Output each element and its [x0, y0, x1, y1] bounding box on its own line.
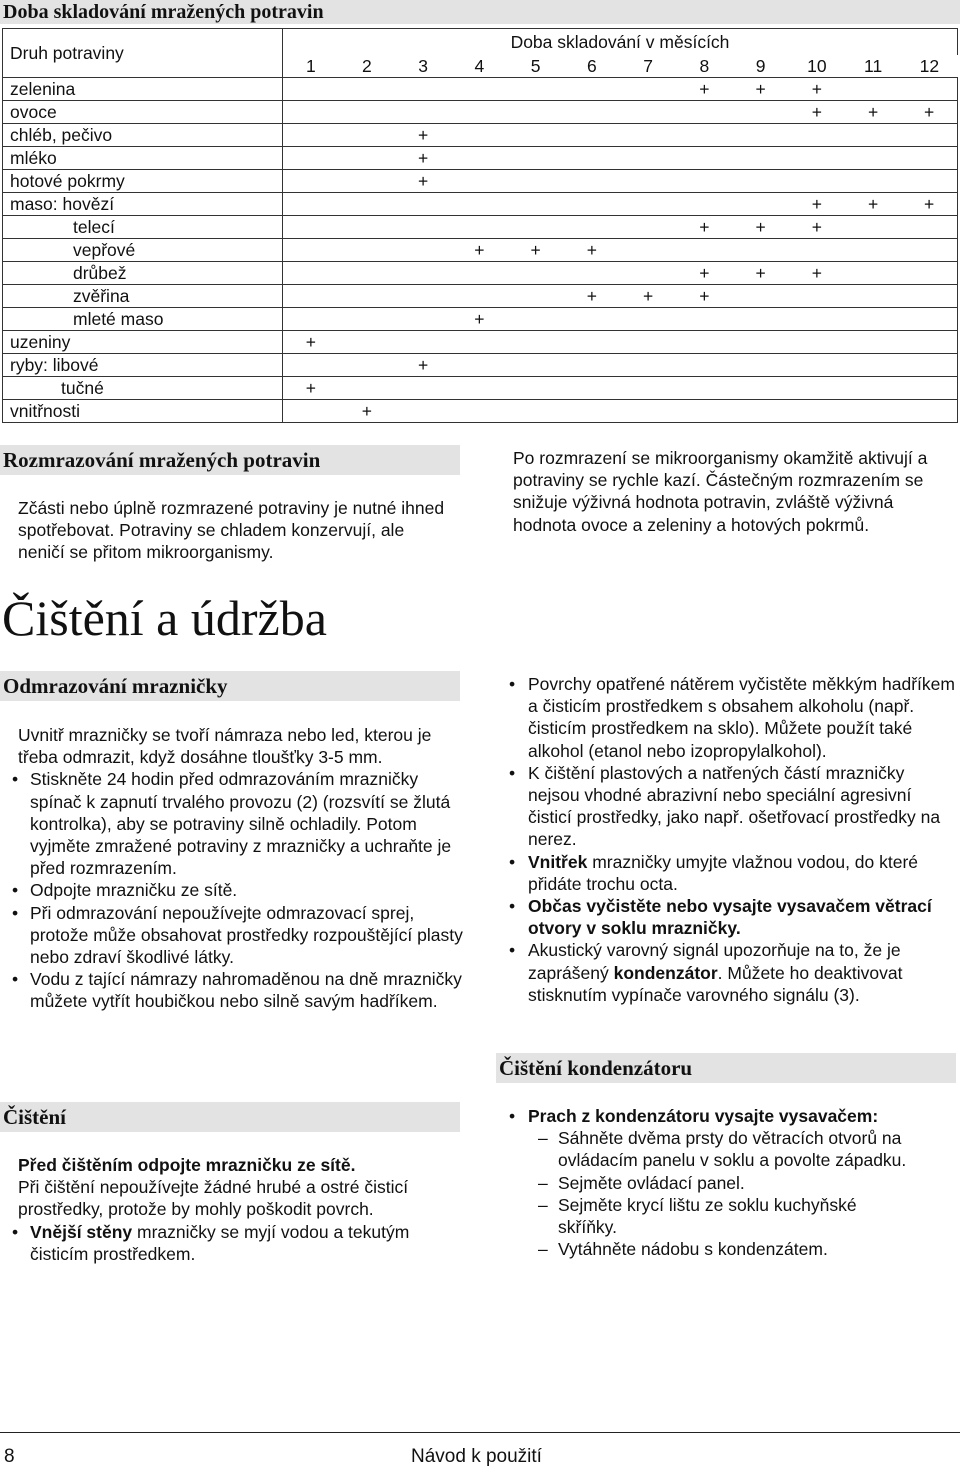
- storage-mark-cell: [283, 78, 339, 101]
- table-row: [3, 239, 958, 262]
- storage-mark-cell: +: [508, 239, 564, 262]
- storage-mark-cell: +: [620, 285, 676, 308]
- storage-mark-cell: [676, 331, 732, 354]
- storage-mark-cell: +: [451, 308, 507, 331]
- storage-mark-cell: +: [564, 239, 620, 262]
- storage-mark-cell: [733, 147, 789, 170]
- storage-mark-cell: [733, 308, 789, 331]
- storage-mark-cell: [339, 331, 395, 354]
- right-bullet-list: [498, 673, 956, 1006]
- food-type-label: tučné: [3, 377, 283, 400]
- storage-mark-cell: [901, 170, 957, 193]
- storage-mark-cell: +: [395, 147, 451, 170]
- storage-mark-cell: [845, 124, 901, 147]
- storage-mark-cell: [620, 124, 676, 147]
- month-header-8: 8: [676, 55, 732, 78]
- storage-mark-cell: [901, 400, 957, 423]
- storage-mark-cell: [564, 101, 620, 124]
- defrost-block: [18, 724, 463, 1013]
- table-row: [3, 285, 958, 308]
- month-header-12: 12: [901, 55, 957, 78]
- list-item: [0, 1221, 438, 1265]
- list-item: [498, 851, 956, 895]
- defrost-heading: [0, 671, 460, 701]
- condenser-bold: kondenzátor: [613, 962, 718, 983]
- storage-mark-cell: [564, 308, 620, 331]
- storage-mark-cell: [901, 285, 957, 308]
- storage-mark-cell: +: [901, 101, 957, 124]
- storage-mark-cell: [901, 78, 957, 101]
- storage-mark-cell: [451, 124, 507, 147]
- food-type-label: ryby: libové: [3, 354, 283, 377]
- storage-mark-cell: [733, 193, 789, 216]
- storage-mark-cell: [901, 124, 957, 147]
- cleaning-warning: Před čištěním odpojte mrazničku ze sítě.: [18, 1155, 356, 1175]
- storage-mark-cell: [508, 308, 564, 331]
- storage-mark-cell: [339, 170, 395, 193]
- storage-mark-cell: +: [789, 193, 845, 216]
- storage-mark-cell: [676, 377, 732, 400]
- storage-mark-cell: [508, 193, 564, 216]
- storage-mark-cell: +: [676, 285, 732, 308]
- cleaning-heading-text: Čištění: [3, 1105, 66, 1129]
- storage-mark-cell: [620, 239, 676, 262]
- months-header: Doba skladování v měsících: [283, 29, 958, 56]
- list-item: – Sáhněte dvěma prsty do větracích otvorů na ovládacím panelu v soklu a povolte západku.: [498, 1127, 918, 1171]
- storage-mark-cell: +: [564, 285, 620, 308]
- storage-mark-cell: [564, 216, 620, 239]
- table-row: [3, 400, 958, 423]
- storage-mark-cell: [676, 239, 732, 262]
- storage-mark-cell: [451, 170, 507, 193]
- storage-mark-cell: [620, 216, 676, 239]
- table-row: [3, 124, 958, 147]
- condenser-heading: [496, 1053, 956, 1083]
- storage-mark-cell: [451, 216, 507, 239]
- page-number: 8: [4, 1446, 15, 1467]
- storage-mark-cell: [620, 308, 676, 331]
- storage-mark-cell: [283, 262, 339, 285]
- food-type-label: mleté maso: [3, 308, 283, 331]
- list-item: – Sejměte krycí lištu ze soklu kuchyňské skříňky.: [498, 1194, 918, 1238]
- cleaning-text: Při čištění nepoužívejte žádné hrubé a ostré čisticí prostředky, protože by mohly poškodit povrch.: [18, 1177, 409, 1220]
- list-item: • Stiskněte 24 hodin před odmrazováním mrazničky spínač k zapnutí trvalého provozu (2) (rozsvítí se žlutá kontrolka), aby se potraviny silně ochladily. Potom vyjměte zmražené potraviny z mrazničky a uchraňte je před rozmrazením.: [0, 768, 463, 879]
- storage-mark-cell: [451, 285, 507, 308]
- thaw-right-text: Po rozmrazení se mikroorganismy okamžitě aktivují a potraviny se rychle kazí. Částečným rozmrazením se snižuje výživná hodnota potravin, zvláště výživná hodnota ovoce a zeleniny a hotových pokrmů.: [513, 448, 928, 535]
- storage-mark-cell: [395, 285, 451, 308]
- storage-mark-cell: [901, 354, 957, 377]
- food-type-label: telecí: [3, 216, 283, 239]
- storage-mark-cell: [676, 147, 732, 170]
- food-type-label: zvěřina: [3, 285, 283, 308]
- food-type-label: vepřové: [3, 239, 283, 262]
- storage-mark-cell: [395, 216, 451, 239]
- storage-mark-cell: [789, 170, 845, 193]
- list-item: • K čištění plastových a natřených částí mrazničky nejsou vhodné abrazivní nebo speciální agresivní čisticí prostředky, jako např. ošetřovací prostředky na nerez.: [498, 762, 956, 851]
- storage-mark-cell: [339, 101, 395, 124]
- storage-mark-cell: [451, 101, 507, 124]
- storage-mark-cell: [901, 262, 957, 285]
- storage-title-bar: [0, 0, 960, 24]
- list-item: [498, 1105, 918, 1127]
- defrost-intro: Uvnitř mrazničky se tvoří námraza nebo led, kterou je třeba odmrazit, když dosáhne tloušťky 3-5 mm.: [18, 725, 432, 768]
- storage-mark-cell: [283, 193, 339, 216]
- storage-mark-cell: [451, 400, 507, 423]
- storage-mark-cell: [395, 239, 451, 262]
- storage-mark-cell: [395, 377, 451, 400]
- storage-mark-cell: [339, 285, 395, 308]
- storage-mark-cell: [395, 193, 451, 216]
- storage-mark-cell: [620, 262, 676, 285]
- storage-mark-cell: [733, 170, 789, 193]
- storage-mark-cell: [845, 354, 901, 377]
- cleaning-block: [18, 1154, 438, 1265]
- storage-mark-cell: [451, 262, 507, 285]
- storage-mark-cell: [620, 377, 676, 400]
- defrost-heading-text: Odmrazování mrazničky: [3, 674, 228, 698]
- signal-text-post: . Můžete ho deaktivovat stisknutím vypínače varovného signálu (3).: [528, 962, 903, 1005]
- storage-mark-cell: [564, 331, 620, 354]
- storage-mark-cell: [283, 308, 339, 331]
- storage-mark-cell: [564, 400, 620, 423]
- storage-mark-cell: [508, 377, 564, 400]
- table-row: [3, 354, 958, 377]
- condenser-vacuum-bold: Prach z kondenzátoru vysajte vysavačem:: [528, 1106, 879, 1126]
- storage-mark-cell: [845, 285, 901, 308]
- interior-bold: Vnitřek: [528, 851, 588, 872]
- thaw-left-text: Zčásti nebo úplně rozmrazené potraviny je nutné ihned spotřebovat. Potraviny se chladem konzervují, ale neničí se přitom mikroorganismy.: [18, 498, 445, 563]
- storage-mark-cell: [283, 285, 339, 308]
- storage-mark-cell: [901, 147, 957, 170]
- storage-mark-cell: [620, 400, 676, 423]
- storage-mark-cell: [620, 101, 676, 124]
- storage-mark-cell: +: [789, 101, 845, 124]
- storage-mark-cell: [508, 216, 564, 239]
- storage-mark-cell: [339, 377, 395, 400]
- storage-mark-cell: [564, 262, 620, 285]
- storage-mark-cell: [733, 354, 789, 377]
- storage-mark-cell: [789, 308, 845, 331]
- storage-mark-cell: [508, 78, 564, 101]
- storage-mark-cell: [508, 147, 564, 170]
- storage-mark-cell: [339, 124, 395, 147]
- storage-mark-cell: [508, 354, 564, 377]
- cleaning-heading: [0, 1102, 460, 1132]
- storage-mark-cell: [508, 170, 564, 193]
- thaw-heading: [0, 445, 460, 475]
- storage-mark-cell: +: [733, 262, 789, 285]
- storage-mark-cell: [451, 193, 507, 216]
- food-type-label: maso: hovězí: [3, 193, 283, 216]
- food-type-label: mléko: [3, 147, 283, 170]
- storage-mark-cell: [339, 239, 395, 262]
- storage-mark-cell: [901, 216, 957, 239]
- storage-mark-cell: [845, 308, 901, 331]
- storage-mark-cell: [733, 239, 789, 262]
- storage-mark-cell: [564, 124, 620, 147]
- storage-mark-cell: +: [395, 170, 451, 193]
- storage-mark-cell: [789, 124, 845, 147]
- storage-mark-cell: [845, 400, 901, 423]
- storage-mark-cell: [395, 101, 451, 124]
- table-row: [3, 216, 958, 239]
- storage-mark-cell: [845, 262, 901, 285]
- storage-mark-cell: [901, 331, 957, 354]
- storage-mark-cell: [733, 101, 789, 124]
- storage-mark-cell: [395, 262, 451, 285]
- storage-mark-cell: [283, 170, 339, 193]
- storage-mark-cell: +: [733, 216, 789, 239]
- storage-mark-cell: +: [283, 331, 339, 354]
- storage-mark-cell: +: [789, 78, 845, 101]
- storage-mark-cell: [676, 354, 732, 377]
- storage-mark-cell: +: [451, 239, 507, 262]
- cleaning-bullet-list: [0, 1221, 438, 1265]
- list-item: • Odpojte mrazničku ze sítě.: [0, 879, 463, 901]
- section-title: Čištění a údržba: [2, 590, 327, 646]
- storage-mark-cell: [339, 262, 395, 285]
- storage-mark-cell: +: [676, 78, 732, 101]
- table-row: [3, 331, 958, 354]
- storage-mark-cell: [845, 216, 901, 239]
- storage-mark-cell: [845, 331, 901, 354]
- storage-mark-cell: [451, 78, 507, 101]
- storage-mark-cell: [845, 377, 901, 400]
- storage-title: Doba skladování mražených potravin: [3, 1, 324, 23]
- table-row: [3, 170, 958, 193]
- storage-mark-cell: [845, 170, 901, 193]
- storage-mark-cell: [676, 193, 732, 216]
- list-item: • Vodu z tající námrazy nahromaděnou na dně mrazničky můžete vytřít houbičkou nebo silně savým hadříkem.: [0, 968, 463, 1012]
- storage-mark-cell: +: [339, 400, 395, 423]
- table-row: [3, 78, 958, 101]
- storage-mark-cell: +: [676, 216, 732, 239]
- food-type-label: drůbež: [3, 262, 283, 285]
- storage-mark-cell: [508, 124, 564, 147]
- storage-mark-cell: [901, 239, 957, 262]
- food-type-header: [3, 29, 283, 78]
- storage-mark-cell: [845, 147, 901, 170]
- outer-walls-bold: Vnější stěny: [30, 1221, 133, 1242]
- storage-mark-cell: [789, 331, 845, 354]
- storage-mark-cell: [733, 285, 789, 308]
- storage-mark-cell: +: [789, 216, 845, 239]
- food-type-label: chléb, pečivo: [3, 124, 283, 147]
- list-item: [498, 895, 956, 939]
- storage-mark-cell: [339, 193, 395, 216]
- storage-mark-cell: [283, 216, 339, 239]
- storage-mark-cell: [339, 216, 395, 239]
- condenser-block: [498, 1105, 918, 1260]
- storage-mark-cell: [845, 239, 901, 262]
- food-type-label: vnitřnosti: [3, 400, 283, 423]
- storage-mark-cell: [508, 331, 564, 354]
- month-header-6: 6: [564, 55, 620, 78]
- storage-mark-cell: +: [901, 193, 957, 216]
- month-header-4: 4: [451, 55, 507, 78]
- defrost-bullet-list: [0, 768, 463, 1012]
- month-header-10: 10: [789, 55, 845, 78]
- footer-text: Návod k použití: [411, 1446, 542, 1467]
- storage-mark-cell: [283, 101, 339, 124]
- storage-mark-cell: [283, 400, 339, 423]
- storage-mark-cell: [733, 377, 789, 400]
- condenser-heading-text: Čištění kondenzátoru: [499, 1056, 693, 1080]
- storage-mark-cell: [789, 377, 845, 400]
- condenser-bullet-list: [498, 1105, 918, 1127]
- storage-mark-cell: [845, 78, 901, 101]
- vents-bold: Občas vyčistěte nebo vysajte vysavačem větrací otvory v soklu mrazničky.: [528, 896, 932, 939]
- storage-mark-cell: [620, 170, 676, 193]
- list-item: [498, 939, 956, 1006]
- month-header-2: 2: [339, 55, 395, 78]
- storage-table: [2, 28, 958, 423]
- storage-mark-cell: [339, 147, 395, 170]
- month-header-7: 7: [620, 55, 676, 78]
- storage-mark-cell: +: [845, 193, 901, 216]
- storage-mark-cell: [620, 331, 676, 354]
- storage-mark-cell: +: [733, 78, 789, 101]
- storage-mark-cell: +: [283, 377, 339, 400]
- storage-mark-cell: [620, 354, 676, 377]
- footer-rule: [0, 1432, 960, 1433]
- storage-mark-cell: [733, 331, 789, 354]
- list-item: – Sejměte ovládací panel.: [498, 1172, 918, 1194]
- storage-mark-cell: [283, 147, 339, 170]
- storage-mark-cell: [564, 78, 620, 101]
- storage-mark-cell: [339, 78, 395, 101]
- storage-mark-cell: [789, 147, 845, 170]
- table-row: [3, 262, 958, 285]
- storage-mark-cell: [283, 354, 339, 377]
- thaw-heading-text: Rozmrazování mražených potravin: [3, 448, 321, 472]
- right-column-block: [498, 673, 956, 1006]
- table-row: [3, 377, 958, 400]
- list-item: • Povrchy opatřené nátěrem vyčistěte měkkým hadříkem a čisticím prostředkem s obsahem alkoholu (např. čisticím prostředkem na sklo). Můžete použít také alkohol (etanol nebo izopropylalkohol).: [498, 673, 956, 762]
- storage-mark-cell: [564, 354, 620, 377]
- storage-mark-cell: [676, 308, 732, 331]
- storage-mark-cell: [789, 354, 845, 377]
- storage-mark-cell: +: [395, 124, 451, 147]
- storage-mark-cell: +: [789, 262, 845, 285]
- storage-mark-cell: [676, 170, 732, 193]
- month-header-5: 5: [508, 55, 564, 78]
- storage-mark-cell: [901, 308, 957, 331]
- table-row: [3, 308, 958, 331]
- month-header-11: 11: [845, 55, 901, 78]
- storage-mark-cell: [395, 78, 451, 101]
- list-item: • Při odmrazování nepoužívejte odmrazovací sprej, protože může obsahovat prostředky rozpouštějící plasty nebo zdraví škodlivé látky.: [0, 902, 463, 969]
- storage-mark-cell: [395, 400, 451, 423]
- storage-mark-cell: [564, 377, 620, 400]
- storage-mark-cell: [395, 331, 451, 354]
- storage-mark-cell: [339, 308, 395, 331]
- storage-mark-cell: [395, 308, 451, 331]
- food-type-label: ovoce: [3, 101, 283, 124]
- table-row: [3, 193, 958, 216]
- storage-mark-cell: [901, 377, 957, 400]
- interior-text: mrazničky umyjte vlažnou vodou, do které přidáte trochu octa.: [528, 851, 919, 894]
- food-type-header-text: Druh potraviny: [10, 43, 124, 63]
- storage-mark-cell: [620, 147, 676, 170]
- storage-mark-cell: [508, 400, 564, 423]
- outer-walls-text: mrazničky se myjí vodou a tekutým čisticím prostředkem.: [30, 1221, 410, 1264]
- condenser-steps: [498, 1127, 918, 1260]
- table-row: [3, 147, 958, 170]
- table-row: [3, 101, 958, 124]
- storage-mark-cell: [564, 170, 620, 193]
- storage-mark-cell: [451, 377, 507, 400]
- storage-mark-cell: [676, 101, 732, 124]
- storage-mark-cell: [789, 285, 845, 308]
- storage-mark-cell: [789, 239, 845, 262]
- storage-mark-cell: [508, 262, 564, 285]
- storage-mark-cell: [733, 124, 789, 147]
- storage-mark-cell: [620, 78, 676, 101]
- storage-mark-cell: [283, 124, 339, 147]
- storage-mark-cell: [564, 147, 620, 170]
- signal-text-pre: Akustický varovný signál upozorňuje na to, že je zaprášený: [528, 940, 901, 983]
- storage-mark-cell: [620, 193, 676, 216]
- storage-mark-cell: [283, 239, 339, 262]
- storage-mark-cell: +: [676, 262, 732, 285]
- storage-mark-cell: [339, 354, 395, 377]
- list-item: – Vytáhněte nádobu s kondenzátem.: [498, 1238, 918, 1260]
- food-type-label: zelenina: [3, 78, 283, 101]
- storage-mark-cell: [733, 400, 789, 423]
- month-header-9: 9: [733, 55, 789, 78]
- storage-mark-cell: [676, 400, 732, 423]
- storage-mark-cell: [508, 285, 564, 308]
- month-header-1: 1: [283, 55, 339, 78]
- storage-mark-cell: [564, 193, 620, 216]
- storage-mark-cell: [451, 147, 507, 170]
- storage-mark-cell: [451, 354, 507, 377]
- storage-mark-cell: +: [395, 354, 451, 377]
- storage-mark-cell: [508, 101, 564, 124]
- storage-mark-cell: [676, 124, 732, 147]
- storage-mark-cell: [451, 331, 507, 354]
- month-header-3: 3: [395, 55, 451, 78]
- food-type-label: hotové pokrmy: [3, 170, 283, 193]
- storage-mark-cell: +: [845, 101, 901, 124]
- food-type-label: uzeniny: [3, 331, 283, 354]
- storage-mark-cell: [789, 400, 845, 423]
